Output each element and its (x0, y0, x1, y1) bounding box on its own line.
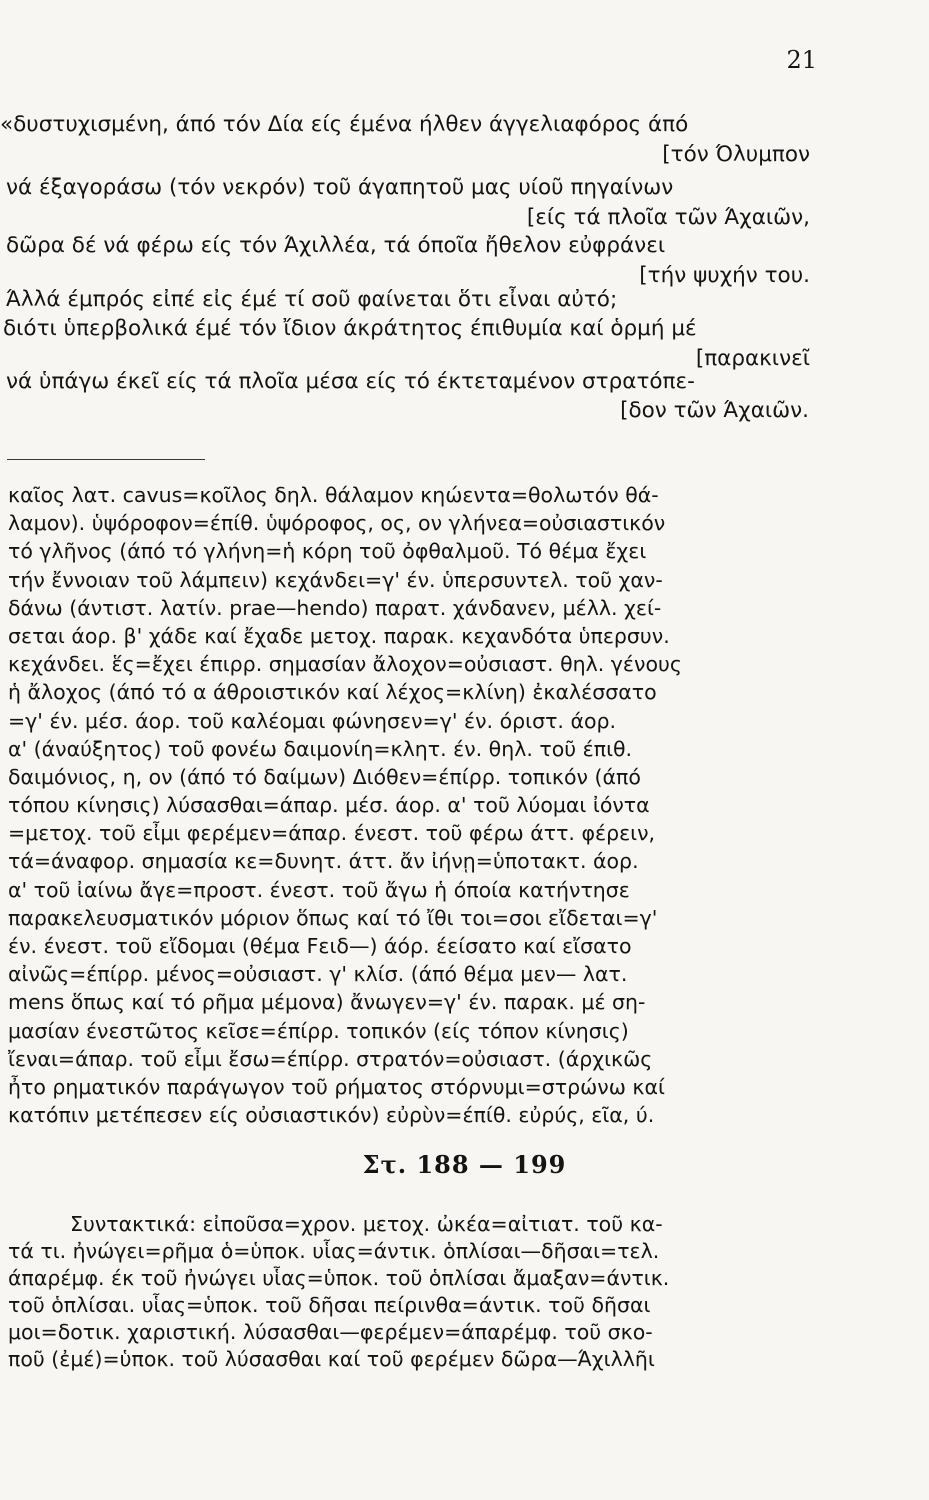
note-line: ἦτο ρηματικόν παράγωγον τοῦ ρήματος στόρνυμι=στρώνω καί (8, 1075, 665, 1099)
page-number: 21 (786, 46, 817, 74)
verse-text: «δυστυχισμένη, άπό τόν Δία είς έμένα ήλθεν άγγελιαφόρος άπό (0, 112, 689, 137)
note-line: =γ' έν. μέσ. άορ. τοῦ καλέομαι φώνησεν=γ' έν. όριστ. άορ. (8, 709, 617, 733)
section-title: Στ. 188 — 199 (362, 1150, 567, 1179)
note-line: τήν ἔννοιαν τοῦ λάμπειν) κεχάνδει=γ' έν. ὑπερσυντελ. τοῦ χαν- (8, 568, 663, 592)
note-line: τόπου κίνησις) λύσασθαι=άπαρ. μέσ. άορ. α' τοῦ λύομαι ἰόντα (8, 793, 650, 817)
note-line: δαιμόνιος, η, ον (άπό τό δαίμων) Διόθεν=έπίρρ. τοπικόν (άπό (8, 765, 641, 789)
verse-text: διότι ὑπερβολικά έμέ τόν ἴδιον άκράτητος έπιθυμία καί ὁρμή μέ (3, 316, 697, 341)
note-line: λαμον). ὑψόροφον=έπίθ. ὑψόροφος, ος, ον γλήνεα=οὐσιαστικόν (8, 511, 666, 535)
verse-text: Άλλά έμπρός εἰπέ εἰς έμέ τί σοῦ φαίνεται ὅτι εἶναι αὐτό; (6, 287, 618, 312)
note-line: μασίαν ένεστῶτος κεῖσε=έπίρρ. τοπικόν (είς τόπον κίνησις) (8, 1019, 629, 1043)
verse-continuation: [τήν ψυχήν του. (639, 263, 810, 288)
footnote-divider (7, 459, 205, 460)
note-line: α' τοῦ ἰαίνω ἄγε=προστ. ένεστ. τοῦ ἄγω ἡ όποία κατήντησε (8, 878, 630, 902)
note-line: ἴεναι=άπαρ. τοῦ εἶμι ἔσω=έπίρρ. στρατόν=οὐσιαστ. (άρχικῶς (8, 1047, 653, 1071)
verse-continuation: [δον τῶν Άχαιῶν. (620, 398, 809, 423)
verse-continuation: [είς τά πλοῖα τῶν Άχαιῶν, (526, 205, 810, 230)
verse-continuation: [τόν Όλυμπον (662, 142, 810, 167)
verse-text: νά έξαγοράσω (τόν νεκρόν) τοῦ άγαπητοῦ μας υίοῦ πηγαίνων (6, 175, 674, 200)
grammar-line: ποῦ (ἐμέ)=ὑποκ. τοῦ λύσασθαι καί τοῦ φερέμεν δῶρα—Άχιλλῆι (8, 1347, 655, 1371)
note-line: α' (άναύξητος) τοῦ φονέω δαιμονίη=κλητ. έν. θηλ. τοῦ έπιθ. (8, 737, 633, 761)
note-line: παρακελευσματικόν μόριον ὅπως καί τό ἴθι τοι=σοι εἴδεται=γ' (8, 906, 658, 930)
note-line: ἡ ἄλοχος (άπό τό α άθροιστικόν καί λέχος=κλίνη) ἐκαλέσσατο (8, 680, 657, 704)
note-line: =μετοχ. τοῦ εἶμι φερέμεν=άπαρ. ένεστ. τοῦ φέρω άττ. φέρειν, (8, 821, 656, 845)
note-line: αἰνῶς=έπίρρ. μένος=οὐσιαστ. γ' κλίσ. (άπό θέμα μεν— λατ. (8, 962, 628, 986)
note-line: κατόπιν μετέπεσεν είς οὐσιαστικόν) εὐρὺν=έπίθ. εὐρύς, εῖα, ύ. (8, 1103, 655, 1127)
grammar-line: μοι=δοτικ. χαριστική. λύσασθαι—φερέμεν=άπαρέμφ. τοῦ σκο- (8, 1320, 653, 1344)
note-line: κεχάνδει. ἕς=ἔχει έπιρρ. σημασίαν ἄλοχον=οὐσιαστ. θηλ. γένους (8, 652, 682, 676)
grammar-line: τοῦ ὁπλίσαι. υἷας=ὑποκ. τοῦ δῆσαι πείρινθα=άντικ. τοῦ δῆσαι (8, 1293, 651, 1317)
grammar-line: άπαρέμφ. έκ τοῦ ἠνώγει υἷας=ὑποκ. τοῦ ὁπλίσαι ἄμαξαν=άντικ. (8, 1266, 670, 1290)
note-line: σεται άορ. β' χάδε καί ἔχαδε μετοχ. παρακ. κεχανδότα ὑπερσυν. (8, 624, 670, 648)
note-line: mens ὅπως καί τό ρῆμα μέμονα) ἄνωγεν=γ' έν. παρακ. μέ ση- (8, 990, 646, 1014)
verse-continuation: [παρακινεῖ (695, 346, 810, 371)
note-line: δάνω (άντιστ. λατίν. prae—hendo) παρατ. χάνδανεν, μέλλ. χεί- (8, 596, 662, 620)
verse-text: δῶρα δέ νά φέρω είς τόν Άχιλλέα, τά όποῖα ἤθελον εὐφράνει (6, 233, 666, 258)
note-line: τά=άναφορ. σημασία κε=δυνητ. άττ. ἄν ἰήνῃ=ὑποτακτ. άορ. (8, 849, 639, 873)
grammar-line: Συντακτικά: εἰποῦσα=χρον. μετοχ. ὠκέα=αἰτιατ. τοῦ κα- (70, 1212, 663, 1236)
note-line: καῖος λατ. cavus=κοῖλος δηλ. θάλαμον κηώεντα=θολωτόν θά- (8, 483, 659, 507)
note-line: έν. ένεστ. τοῦ εἴδομαι (θέμα Fειδ—) άόρ. έείσατο καί εἴσατο (8, 934, 632, 958)
note-line: τό γλῆνος (άπό τό γλήνη=ἡ κόρη τοῦ ὀφθαλμοῦ. Τό θέμα ἔχει (8, 539, 647, 563)
verse-text: νά ὑπάγω έκεῖ είς τά πλοῖα μέσα είς τό έκτεταμένον στρατόπε- (6, 369, 695, 394)
grammar-line: τά τι. ἠνώγει=ρῆμα ὁ=ὑποκ. υἷας=άντικ. ὁπλίσαι—δῆσαι=τελ. (8, 1239, 660, 1263)
